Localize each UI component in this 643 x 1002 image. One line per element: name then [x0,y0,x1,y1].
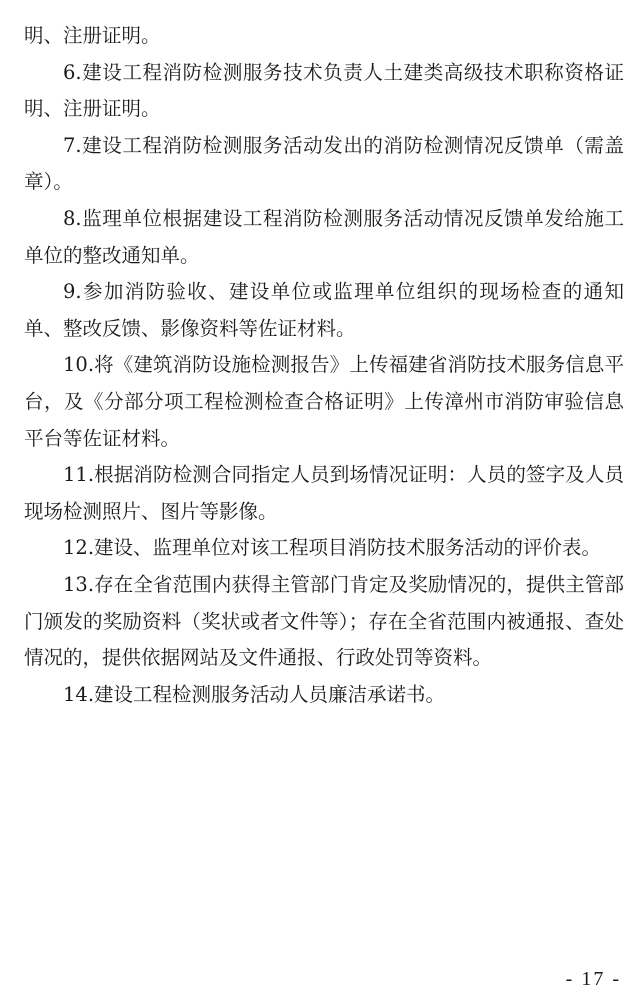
paragraph-item-12: 12.建设、监理单位对该工程项目消防技术服务活动的评价表。 [63,536,602,560]
paragraph-item-6: 6.建设工程消防检测服务技术负责人土建类高级技术职称资格证明、注册证明。 [24,60,624,121]
paragraph-continuation: 明、注册证明。 [24,24,161,47]
paragraph-item-13: 13.存在全省范围内获得主管部门肯定及奖励情况的，提供主管部门颁发的奖励资料（奖状或者文件等）；存在全省范围内被通报、查处情况的，提供依据网站及文件通报、行政处罚等资料。 [24,572,624,670]
paragraph-item-14: 14.建设工程检测服务活动人员廉洁承诺书。 [63,682,446,706]
page-number: - 17 - [565,968,621,990]
paragraph-item-11: 11.根据消防检测合同指定人员到场情况证明：人员的签字及人员现场检测照片、图片等影像。 [24,463,624,523]
body-text [24,18,624,713]
paragraph-item-10: 10.将《建筑消防设施检测报告》上传福建省消防技术服务信息平台，及《分部分项工程检测检查合格证明》上传漳州市消防审验信息平台等佐证材料。 [24,353,624,450]
paragraph-item-9: 9.参加消防验收、建设单位或监理单位组织的现场检查的通知单、整改反馈、影像资料等佐证材料。 [24,280,624,340]
paragraph-item-8: 8.监理单位根据建设工程消防检测服务活动情况反馈单发给施工单位的整改通知单。 [24,206,624,267]
paragraph-item-7: 7.建设工程消防检测服务活动发出的消防检测情况反馈单（需盖章）。 [24,133,624,194]
